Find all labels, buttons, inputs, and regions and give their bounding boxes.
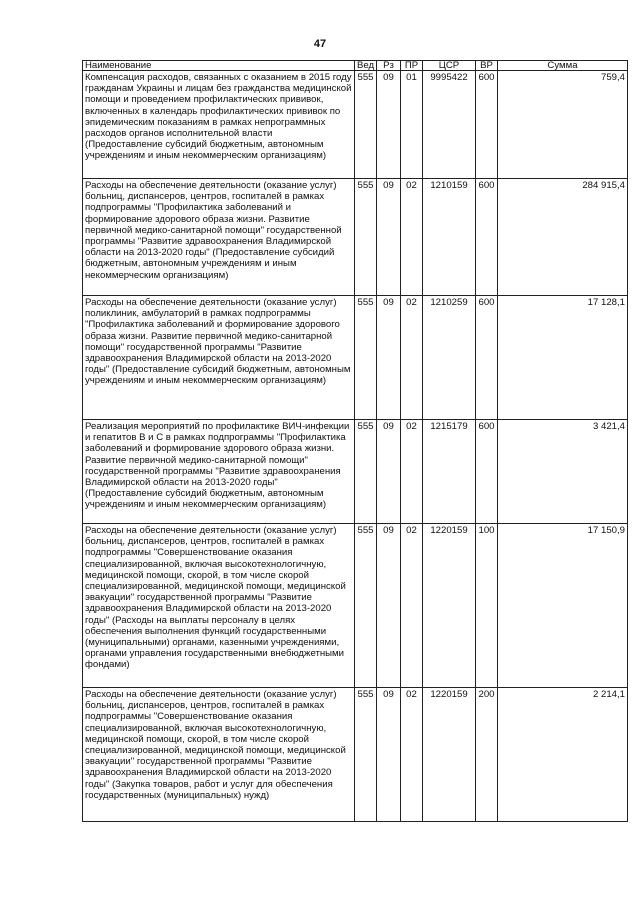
row-rz: 09 [377, 296, 401, 420]
table-row [83, 179, 628, 296]
row-sum: 3 421,4 [498, 420, 628, 524]
row-rz: 09 [377, 524, 401, 688]
row-pr: 02 [401, 524, 423, 688]
row-sum: 17 150,9 [498, 524, 628, 688]
header-sum: Сумма [498, 61, 628, 71]
page-number: 47 [313, 38, 327, 50]
row-vr: 600 [476, 296, 498, 420]
row-ved: 555 [355, 296, 377, 420]
table-row [83, 296, 628, 420]
header-pr: ПР [401, 61, 423, 71]
row-sum: 759,4 [498, 71, 628, 179]
row-vr: 600 [476, 420, 498, 524]
row-pr: 02 [401, 296, 423, 420]
row-rz: 09 [377, 688, 401, 822]
row-ved: 555 [355, 524, 377, 688]
row-pr: 02 [401, 420, 423, 524]
row-vr: 100 [476, 524, 498, 688]
table-row [83, 420, 628, 524]
header-rz: Рз [377, 61, 401, 71]
table-row [83, 524, 628, 688]
row-csr: 1220159 [423, 524, 476, 688]
row-name: Расходы на обеспечение деятельности (оказание услуг) больниц, диспансеров, центров, госпиталей в рамках подпрограммы "Совершенствование оказания специализированной, включая высокотехнологичную, медицинской помощи, скорой, в том числе скорой специализированной, медицинской помощи, медицинской эвакуации" государственной программы "Развитие здравоохранения Владимирской области на 2013-2020 годы" (Закупка товаров, работ и услуг для обеспечения государственных (муниципальных) нужд) [83, 688, 355, 822]
row-ved: 555 [355, 688, 377, 822]
row-sum: 284 915,4 [498, 179, 628, 296]
row-name: Расходы на обеспечение деятельности (оказание услуг) больниц, диспансеров, центров, госпиталей в рамках подпрограммы "Профилактика заболеваний и формирование здорового образа жизни. Развитие первичной медико-санитарной помощи" государственной программы "Развитие здравоохранения Владимирской области на 2013-2020 годы" (Предоставление субсидий бюджетным, автономным учреждениям и иным некоммерческим организациям) [83, 179, 355, 296]
row-csr: 1220159 [423, 688, 476, 822]
budget-table [82, 60, 628, 822]
row-csr: 1210259 [423, 296, 476, 420]
table-row [83, 688, 628, 822]
row-csr: 1210159 [423, 179, 476, 296]
row-name: Расходы на обеспечение деятельности (оказание услуг) поликлиник, амбулаторий в рамках подпрограммы "Профилактика заболеваний и формирование здорового образа жизни. Развитие первичной медико-санитарной помощи" государственной программы "Развитие здравоохранения Владимирской области на 2013-2020 годы" (Предоставление субсидий бюджетным, автономным учреждениям и иным некоммерческим организациям) [83, 296, 355, 420]
row-rz: 09 [377, 179, 401, 296]
header-ved: Вед [355, 61, 377, 71]
header-vr: ВР [476, 61, 498, 71]
header-name: Наименование [83, 61, 355, 71]
row-pr: 02 [401, 688, 423, 822]
table-header-row [83, 61, 628, 71]
row-vr: 600 [476, 71, 498, 179]
row-ved: 555 [355, 71, 377, 179]
row-sum: 17 128,1 [498, 296, 628, 420]
row-name: Расходы на обеспечение деятельности (оказание услуг) больниц, диспансеров, центров, госпиталей в рамках подпрограммы "Совершенствование оказания специализированной, включая высокотехнологичную, медицинской помощи, скорой, в том числе скорой специализированной, медицинской помощи, медицинской эвакуации" государственной программы "Развитие здравоохранения Владимирской области на 2013-2020 годы" (Расходы на выплаты персоналу в целях обеспечения выполнения функций государственными (муниципальными) органами, казенными учреждениями, органами управления государственными внебюджетными фондами) [83, 524, 355, 688]
header-csr: ЦСР [423, 61, 476, 71]
row-name: Реализация мероприятий по профилактике ВИЧ-инфекции и гепатитов В и С в рамках подпрограммы "Профилактика заболеваний и формирование здорового образа жизни. Развитие первичной медико-санитарной помощи" государственной программы "Развитие здравоохранения Владимирской области на 2013-2020 годы" (Предоставление субсидий бюджетным, автономным учреждениям и иным некоммерческим организациям) [83, 420, 355, 524]
row-csr: 1215179 [423, 420, 476, 524]
row-name: Компенсация расходов, связанных с оказанием в 2015 году гражданам Украины и лицам без гражданства медицинской помощи и проведением профилактических прививок, включенных в календарь профилактических прививок по эпидемическим показаниям в рамках непрограммных расходов органов исполнительной власти (Предоставление субсидий бюджетным, автономным учреждениям и иным некоммерческим организациям) [83, 71, 355, 179]
row-rz: 09 [377, 420, 401, 524]
row-pr: 01 [401, 71, 423, 179]
row-ved: 555 [355, 420, 377, 524]
row-rz: 09 [377, 71, 401, 179]
table-row [83, 71, 628, 179]
row-vr: 600 [476, 179, 498, 296]
row-sum: 2 214,1 [498, 688, 628, 822]
row-pr: 02 [401, 179, 423, 296]
row-ved: 555 [355, 179, 377, 296]
row-csr: 9995422 [423, 71, 476, 179]
row-vr: 200 [476, 688, 498, 822]
